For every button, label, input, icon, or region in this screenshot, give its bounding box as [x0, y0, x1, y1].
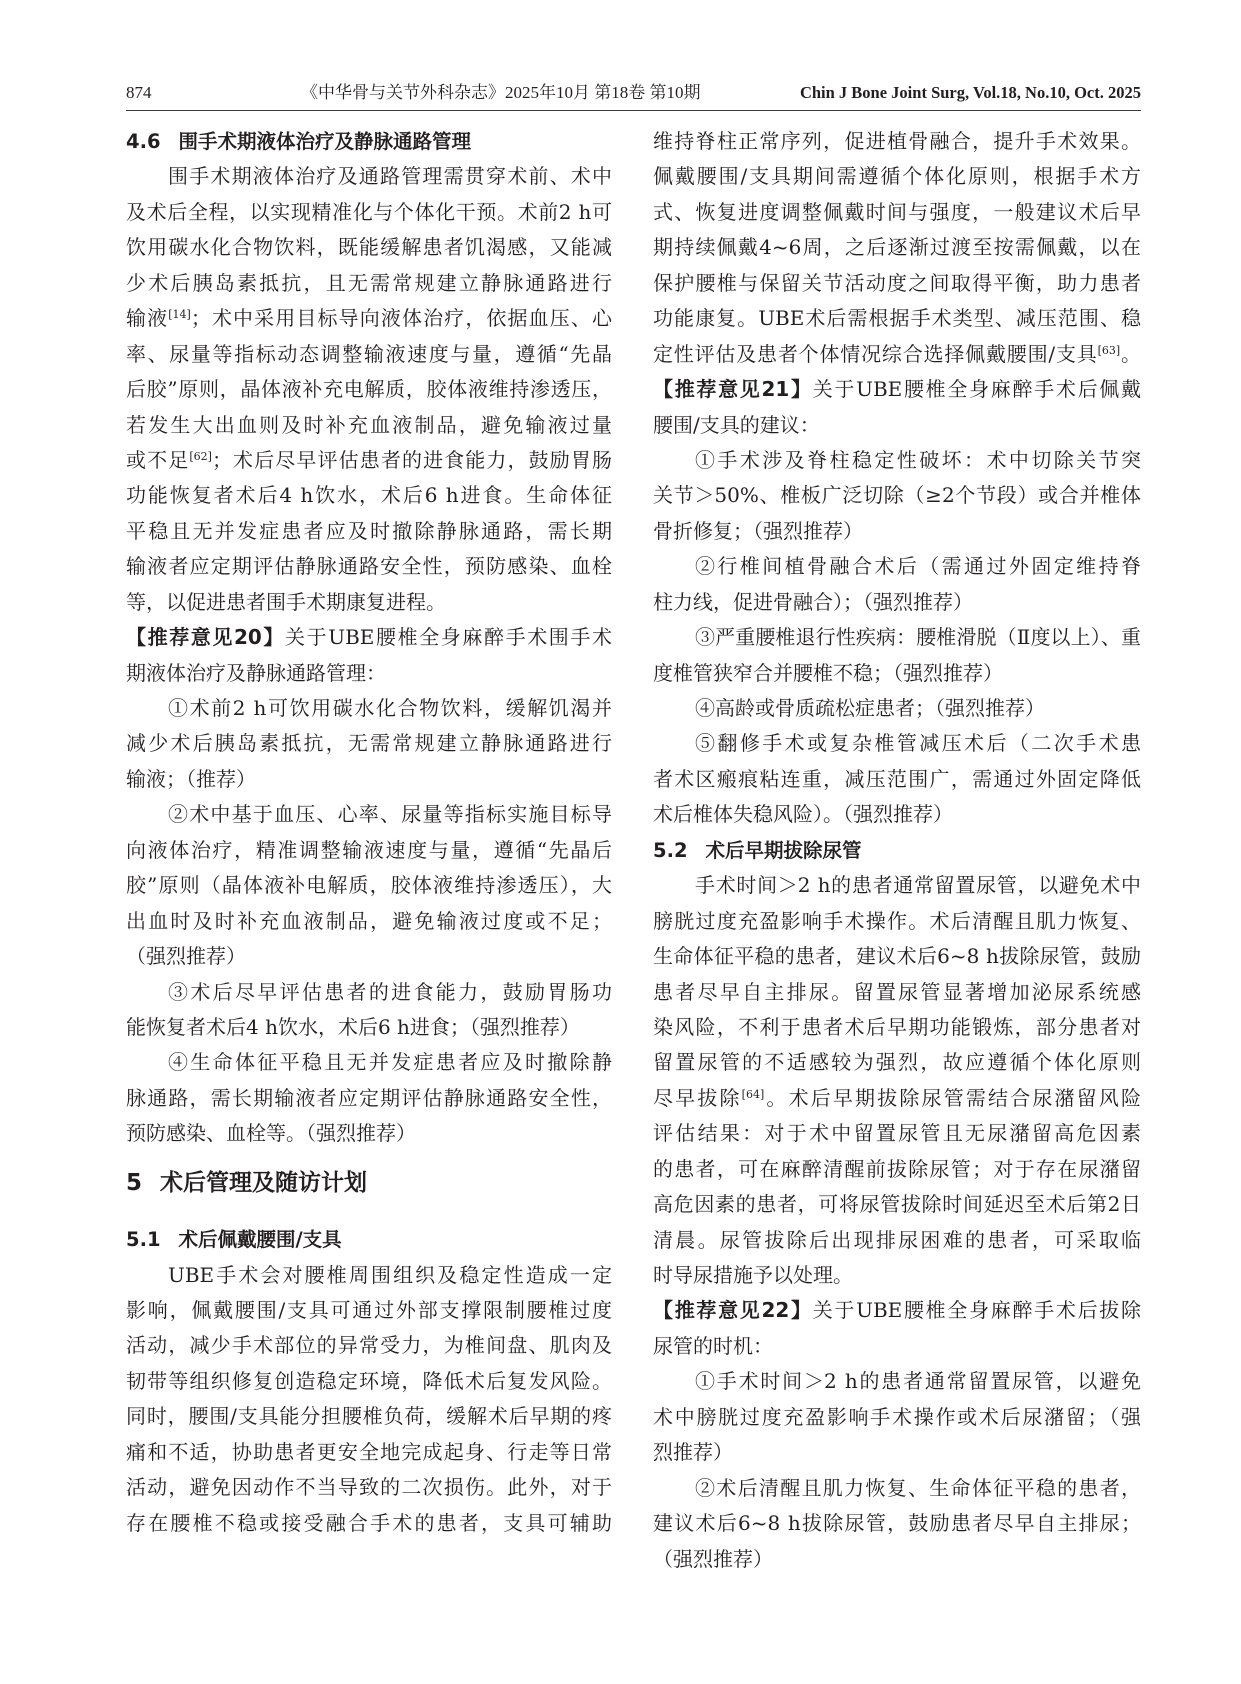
citation-ref: [64] [741, 1087, 765, 1101]
text-run: ；术后尽早评估患者的进食能力，鼓励胃肠 [211, 447, 612, 472]
text-line: 式、恢复进度调整佩戴时间与强度，一般建议术后早 [653, 199, 1141, 224]
text-line: 脉通路，需长期输液者应定期评估静脉通路安全性， [126, 1085, 612, 1110]
citation-ref: [14] [168, 308, 191, 322]
text-line: 时导尿措施予以处理。 [653, 1263, 853, 1287]
text-run: 关于UBE腰椎全身麻醉手术后拔除 [812, 1298, 1141, 1323]
text-line: （强烈推荐） [653, 1546, 773, 1571]
text-line: 期持续佩戴4~6周，之后逐渐过渡至按需佩戴，以在 [653, 235, 1141, 260]
text-run: 关于UBE腰椎全身麻醉手术后佩戴 [812, 377, 1141, 402]
paragraph-5-1-part2 [653, 124, 1141, 372]
text-line: 手术时间＞2 h的患者通常留置尿管，以避免术中 [695, 873, 1141, 898]
recommendation-lead-line [653, 372, 1141, 407]
section-title: 术后早期拔除尿管 [705, 838, 862, 862]
recommendation-item: ④生命体征平稳且无并发症患者应及时撤除静 [168, 1050, 612, 1075]
text-line: 预防感染、血栓等。（强烈推荐） [126, 1121, 416, 1146]
text-line: 若发生大出血则及时补充血液制品，避免输液过量 [126, 412, 612, 437]
section-number: 4.6 [126, 130, 161, 153]
section-title: 术后管理及随访计划 [160, 1169, 368, 1196]
text-line: 率、尿量等指标动态调整输液速度与量，遵循“先晶 [126, 341, 612, 366]
recommendation-item: ③术后尽早评估患者的进食能力，鼓励胃肠功 [168, 979, 612, 1004]
section-number: 5 [126, 1169, 143, 1196]
text-line: 佩戴腰围/支具期间需遵循个体化原则，根据手术方 [653, 164, 1141, 189]
text-line: 输液；（推荐） [126, 766, 256, 791]
text-line: 维持脊柱正常序列，促进植骨融合，提升手术效果。 [653, 129, 1141, 153]
section-heading-4-6 [126, 124, 612, 159]
text-line: 术后椎体失稳风险）。（强烈推荐） [653, 802, 953, 827]
text-line: 输液者应定期评估静脉通路安全性，预防感染、血栓 [126, 554, 612, 579]
text-line: 平稳且无并发症患者应及时撤除静脉通路，需长期 [126, 518, 612, 543]
text-line [126, 443, 612, 478]
paragraph-4-6 [126, 159, 612, 620]
text-line: 功能恢复者术后4 h饮水，术后6 h进食。生命体征 [126, 483, 612, 508]
section-number: 5.1 [126, 1228, 161, 1252]
recommendation-item: ①手术涉及脊柱稳定性破坏：术中切除关节突 [695, 447, 1141, 472]
recommendation-item: ③严重腰椎退行性疾病：腰椎滑脱（Ⅱ度以上）、重 [695, 625, 1141, 650]
text-run: 。 [1120, 341, 1141, 366]
paragraph-5-1-part1 [126, 1258, 612, 1542]
text-line: 减少术后胰岛素抵抗，无需常规建立静脉通路进行 [126, 731, 612, 756]
text-line: （强烈推荐） [126, 944, 246, 969]
text-line: 骨折修复；（强烈推荐） [653, 518, 863, 543]
journal-title-en: Chin J Bone Joint Surg, Vol.18, No.10, Oct. 2025 [799, 83, 1141, 102]
left-column [126, 124, 612, 1541]
recommendation-item: ①手术时间＞2 h的患者通常留置尿管，以避免 [695, 1369, 1141, 1394]
text-line: 痛和不适，协助患者更安全地完成起身、行走等日常 [126, 1439, 612, 1464]
text-line: 饮用碳水化合物饮料，既能缓解患者饥渴感，又能减 [126, 235, 612, 260]
text-line: 活动，避免因动作不当导致的二次损伤。此外，对于 [126, 1475, 612, 1500]
text-line: UBE手术会对腰椎周围组织及稳定性造成一定 [168, 1262, 612, 1287]
text-run: 关于UBE腰椎全身麻醉手术围手术 [285, 625, 612, 650]
text-run: ；术中采用目标导向液体治疗，依据血压、心 [190, 306, 613, 331]
recommendation-label: 【推荐意见22】 [653, 1298, 813, 1323]
recommendation-lead-line [126, 620, 612, 655]
text-line: 期液体治疗及静脉通路管理： [126, 660, 386, 685]
recommendation-item: ②术后清醒且肌力恢复、生命体征平稳的患者， [695, 1475, 1141, 1500]
recommendation-item: ①术前2 h可饮用碳水化合物饮料，缓解饥渴并 [168, 696, 612, 720]
text-line: 评估结果：对于术中留置尿管且无尿潴留高危因素 [653, 1121, 1141, 1146]
paragraph-5-2 [653, 868, 1141, 1293]
text-line: 影响，佩戴腰围/支具可通过外部支撑限制腰椎过度 [126, 1298, 612, 1322]
text-line: 尿管的时机： [653, 1333, 773, 1358]
text-line: 柱力线，促进骨融合）；（强烈推荐） [653, 589, 973, 614]
text-line: 术中膀胱过度充盈影响手术操作或术后尿潴留；（强 [653, 1404, 1141, 1429]
text-line: 烈推荐） [653, 1440, 733, 1465]
recommendation-item: ②行椎间植骨融合术后（需通过外固定维持脊 [695, 554, 1141, 579]
recommendation-label: 【推荐意见20】 [126, 625, 286, 650]
text-line [653, 1081, 1141, 1116]
recommendation-21 [653, 372, 1141, 833]
text-line [653, 337, 1141, 372]
text-line: 胶”原则（晶体液补电解质，胶体液维持渗透压），大 [126, 873, 612, 898]
text-line: 出血时及时补充血液制品，避免输液过度或不足； [126, 908, 612, 933]
text-line: 膀胱过度充盈影响手术操作。术后清醒且肌力恢复、 [653, 908, 1141, 933]
text-run: 定性评估及患者个体情况综合选择佩戴腰围/支具 [653, 341, 1098, 366]
text-line: 功能康复。UBE术后需根据手术类型、减压范围、稳 [653, 306, 1141, 331]
journal-title-cn: 《中华骨与关节外科杂志》2025年10月 第18卷 第10期 [301, 83, 701, 102]
recommendation-20 [126, 620, 612, 1152]
text-line: 患者尽早自主排尿。留置尿管显著增加泌尿系统感 [653, 979, 1141, 1004]
text-run: 输液 [126, 306, 169, 331]
section-title: 术后佩戴腰围/支具 [178, 1228, 342, 1252]
text-line: 保护腰椎与保留关节活动度之间取得平衡，助力患者 [653, 270, 1141, 295]
text-line: 同时，腰围/支具能分担腰椎负荷，缓解术后早期的疼 [126, 1404, 612, 1429]
text-line: 高危因素的患者，可将尿管拔除时间延迟至术后第2日 [653, 1192, 1141, 1217]
text-line: 及术后全程，以实现精准化与个体化干预。术前2 h可 [126, 199, 612, 224]
header-rule [126, 110, 1141, 111]
text-line: 向液体治疗，精准调整输液速度与量，遵循“先晶后 [126, 837, 612, 862]
text-line: 存在腰椎不稳或接受融合手术的患者，支具可辅助 [126, 1510, 612, 1535]
section-heading-5-1 [126, 1222, 612, 1257]
recommendation-item: ⑤翻修手术或复杂椎管减压术后（二次手术患 [695, 731, 1141, 756]
text-line: 韧带等组织修复创造稳定环境，降低术后复发风险。 [126, 1368, 612, 1393]
text-line: 的患者，可在麻醉清醒前拔除尿管；对于存在尿潴留 [653, 1156, 1141, 1181]
text-line: 留置尿管的不适感较为强烈，故应遵循个体化原则 [653, 1050, 1141, 1075]
text-run: 。术后早期拔除尿管需结合尿潴留风险 [764, 1085, 1142, 1110]
text-line [126, 301, 612, 336]
text-line: 者术区瘢痕粘连重，减压范围广，需通过外固定降低 [653, 766, 1141, 791]
text-run: 尽早拔除 [653, 1085, 742, 1110]
section-heading-5 [126, 1166, 612, 1201]
text-run: 或不足 [126, 447, 190, 472]
text-line: 活动，减少手术部位的异常受力，为椎间盘、肌肉及 [126, 1333, 612, 1358]
text-line: 生命体征平稳的患者，建议术后6~8 h拔除尿管，鼓励 [653, 944, 1141, 969]
recommendation-item: ④高龄或骨质疏松症患者；（强烈推荐） [695, 696, 1045, 720]
text-line: 围手术期液体治疗及通路管理需贯穿术前、术中 [168, 164, 612, 189]
text-line: 腰围/支具的建议： [653, 412, 820, 437]
citation-ref: [63] [1097, 343, 1121, 357]
text-line: 关节＞50%、椎板广泛切除（≥2个节段）或合并椎体 [653, 483, 1141, 508]
text-line: 等，以促进患者围手术期康复进程。 [126, 589, 446, 614]
text-line: 建议术后6~8 h拔除尿管，鼓励患者尽早自主排尿； [653, 1511, 1141, 1536]
recommendation-label: 【推荐意见21】 [653, 377, 813, 402]
text-line: 染风险，不利于患者术后早期功能锻炼，部分患者对 [653, 1014, 1141, 1039]
recommendation-item: ②术中基于血压、心率、尿量等指标实施目标导 [168, 802, 612, 827]
text-line: 后胶”原则，晶体液补充电解质，胶体液维持渗透压， [126, 377, 612, 402]
section-number: 5.2 [653, 838, 688, 862]
section-heading-5-2 [653, 833, 1141, 868]
right-column [653, 124, 1141, 1577]
page-number: 874 [126, 83, 152, 102]
text-line: 能恢复者术后4 h饮水，术后6 h进食；（强烈推荐） [126, 1014, 580, 1039]
recommendation-22 [653, 1293, 1141, 1577]
recommendation-lead-line [653, 1293, 1141, 1328]
section-title: 围手术期液体治疗及静脉通路管理 [178, 130, 472, 153]
text-line: 少术后胰岛素抵抗，且无需常规建立静脉通路进行 [126, 270, 612, 295]
text-line: 度椎管狭窄合并腰椎不稳；（强烈推荐） [653, 660, 1003, 685]
citation-ref: [62] [189, 449, 212, 463]
text-line: 清晨。尿管拔除后出现排尿困难的患者，可采取临 [653, 1227, 1141, 1252]
